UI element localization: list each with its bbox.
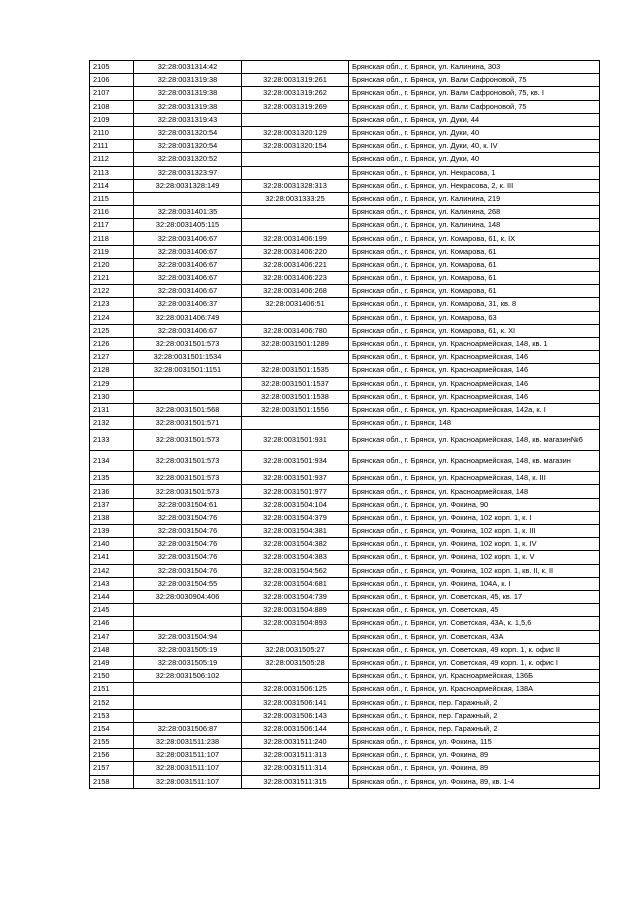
table-row	[90, 564, 600, 577]
object-cadastral-number-cell: 32:28:0031406:223	[242, 272, 349, 285]
row-number-cell: 2140	[90, 538, 134, 551]
address-cell: Брянская обл., г. Брянск, ул. Советская, 49 корп. 1, к. офис II	[349, 643, 600, 656]
land-cadastral-number-cell: 32:28:0031406:67	[134, 245, 242, 258]
address-cell: Брянская обл., г. Брянск, ул. Комарова, 61, к. XI	[349, 324, 600, 337]
land-cadastral-number-cell: 32:28:0031314:42	[134, 61, 242, 74]
address-cell: Брянская обл., г. Брянск, ул. Красноармейская, 146	[349, 351, 600, 364]
object-cadastral-number-cell: 32:28:0031504:104	[242, 498, 349, 511]
address-cell: Брянская обл., г. Брянск, ул. Калинина, 303	[349, 61, 600, 74]
address-cell: Брянская обл., г. Брянск, ул. Комарова, 61	[349, 285, 600, 298]
object-cadastral-number-cell: 32:28:0031501:1556	[242, 403, 349, 416]
land-cadastral-number-cell: 32:28:0031323:97	[134, 166, 242, 179]
object-cadastral-number-cell: 32:28:0031501:931	[242, 430, 349, 451]
address-cell: Брянская обл., г. Брянск, ул. Дуки, 40	[349, 153, 600, 166]
table-row	[90, 617, 600, 630]
object-cadastral-number-cell: 32:28:0031319:262	[242, 87, 349, 100]
object-cadastral-number-cell: 32:28:0031504:739	[242, 590, 349, 603]
row-number-cell: 2133	[90, 430, 134, 451]
object-cadastral-number-cell: 32:28:0031320:129	[242, 126, 349, 139]
land-cadastral-number-cell: 32:28:0031328:149	[134, 179, 242, 192]
row-number-cell: 2128	[90, 364, 134, 377]
table-row	[90, 245, 600, 258]
address-cell: Брянская обл., г. Брянск, ул. Красноармейская, 138А	[349, 683, 600, 696]
row-number-cell: 2136	[90, 485, 134, 498]
land-cadastral-number-cell: 32:28:0031501:573	[134, 485, 242, 498]
land-cadastral-number-cell: 32:28:0031504:76	[134, 564, 242, 577]
row-number-cell: 2110	[90, 126, 134, 139]
table-row	[90, 377, 600, 390]
address-cell: Брянская обл., г. Брянск, ул. Вали Сафроновой, 75, кв. I	[349, 87, 600, 100]
table-row	[90, 311, 600, 324]
table-row	[90, 206, 600, 219]
address-cell: Брянская обл., г. Брянск, пер. Гаражный, 2	[349, 696, 600, 709]
table-row	[90, 364, 600, 377]
land-cadastral-number-cell: 32:28:0031405:115	[134, 219, 242, 232]
table-row	[90, 762, 600, 775]
table-row	[90, 498, 600, 511]
object-cadastral-number-cell: 32:28:0031504:889	[242, 604, 349, 617]
object-cadastral-number-cell: 32:28:0031504:562	[242, 564, 349, 577]
row-number-cell: 2145	[90, 604, 134, 617]
object-cadastral-number-cell: 32:28:0031511:313	[242, 749, 349, 762]
table-row	[90, 696, 600, 709]
table-row	[90, 709, 600, 722]
table-row	[90, 100, 600, 113]
address-cell: Брянская обл., г. Брянск, ул. Фокина, 89	[349, 762, 600, 775]
row-number-cell: 2151	[90, 683, 134, 696]
land-cadastral-number-cell: 32:28:0031501:573	[134, 451, 242, 472]
address-cell: Брянская обл., г. Брянск, ул. Красноармейская, 146	[349, 377, 600, 390]
address-cell: Брянская обл., г. Брянск, ул. Фокина, 102 корп. 1, к. V	[349, 551, 600, 564]
object-cadastral-number-cell: 32:28:0031501:1535	[242, 364, 349, 377]
land-cadastral-number-cell: 32:28:0031501:573	[134, 430, 242, 451]
row-number-cell: 2127	[90, 351, 134, 364]
object-cadastral-number-cell	[242, 311, 349, 324]
table-row	[90, 87, 600, 100]
table-row	[90, 126, 600, 139]
object-cadastral-number-cell: 32:28:0031406:268	[242, 285, 349, 298]
land-cadastral-number-cell: 32:28:0030904:406	[134, 590, 242, 603]
object-cadastral-number-cell	[242, 166, 349, 179]
land-cadastral-number-cell: 32:28:0031504:55	[134, 577, 242, 590]
object-cadastral-number-cell: 32:28:0031506:141	[242, 696, 349, 709]
address-cell: Брянская обл., г. Брянск, пер. Гаражный, 2	[349, 709, 600, 722]
row-number-cell: 2117	[90, 219, 134, 232]
object-cadastral-number-cell: 32:28:0031505:28	[242, 656, 349, 669]
land-cadastral-number-cell: 32:28:0031511:107	[134, 749, 242, 762]
table-row	[90, 683, 600, 696]
object-cadastral-number-cell	[242, 113, 349, 126]
object-cadastral-number-cell: 32:28:0031406:220	[242, 245, 349, 258]
land-cadastral-number-cell: 32:28:0031406:67	[134, 324, 242, 337]
object-cadastral-number-cell: 32:28:0031319:261	[242, 74, 349, 87]
address-cell: Брянская обл., г. Брянск, ул. Красноармейская, 136Б	[349, 670, 600, 683]
table-row	[90, 390, 600, 403]
table-row	[90, 285, 600, 298]
object-cadastral-number-cell	[242, 351, 349, 364]
address-cell: Брянская обл., г. Брянск, ул. Красноармейская, 148, кв. магазин№6	[349, 430, 600, 451]
row-number-cell: 2155	[90, 736, 134, 749]
address-cell: Брянская обл., г. Брянск, ул. Фокина, 89	[349, 749, 600, 762]
object-cadastral-number-cell: 32:28:0031504:379	[242, 511, 349, 524]
table-row	[90, 485, 600, 498]
land-cadastral-number-cell: 32:28:0031319:38	[134, 74, 242, 87]
row-number-cell: 2134	[90, 451, 134, 472]
land-cadastral-number-cell	[134, 377, 242, 390]
row-number-cell: 2115	[90, 192, 134, 205]
object-cadastral-number-cell: 32:28:0031501:937	[242, 472, 349, 485]
row-number-cell: 2150	[90, 670, 134, 683]
object-cadastral-number-cell	[242, 670, 349, 683]
table-row	[90, 417, 600, 430]
object-cadastral-number-cell: 32:28:0031506:144	[242, 722, 349, 735]
table-row	[90, 324, 600, 337]
table-row	[90, 232, 600, 245]
address-cell: Брянская обл., г. Брянск, 148	[349, 417, 600, 430]
table-row	[90, 604, 600, 617]
table-row	[90, 722, 600, 735]
land-cadastral-number-cell: 32:28:0031501:573	[134, 337, 242, 350]
object-cadastral-number-cell	[242, 153, 349, 166]
address-cell: Брянская обл., г. Брянск, ул. Комарова, 61, к. IX	[349, 232, 600, 245]
table-row	[90, 643, 600, 656]
registry-table-body	[90, 61, 600, 789]
object-cadastral-number-cell: 32:28:0031406:51	[242, 298, 349, 311]
address-cell: Брянская обл., г. Брянск, ул. Некрасова, 1	[349, 166, 600, 179]
object-cadastral-number-cell: 32:28:0031501:934	[242, 451, 349, 472]
land-cadastral-number-cell: 32:28:0031501:568	[134, 403, 242, 416]
land-cadastral-number-cell: 32:28:0031504:76	[134, 525, 242, 538]
table-row	[90, 511, 600, 524]
land-cadastral-number-cell: 32:28:0031501:571	[134, 417, 242, 430]
row-number-cell: 2106	[90, 74, 134, 87]
table-row	[90, 538, 600, 551]
row-number-cell: 2148	[90, 643, 134, 656]
registry-table	[89, 60, 600, 789]
row-number-cell: 2129	[90, 377, 134, 390]
land-cadastral-number-cell	[134, 390, 242, 403]
land-cadastral-number-cell: 32:28:0031504:76	[134, 538, 242, 551]
row-number-cell: 2109	[90, 113, 134, 126]
land-cadastral-number-cell: 32:28:0031401:35	[134, 206, 242, 219]
object-cadastral-number-cell: 32:28:0031511:240	[242, 736, 349, 749]
object-cadastral-number-cell: 32:28:0031504:382	[242, 538, 349, 551]
land-cadastral-number-cell: 32:28:0031501:1151	[134, 364, 242, 377]
address-cell: Брянская обл., г. Брянск, ул. Калинина, 219	[349, 192, 600, 205]
table-row	[90, 577, 600, 590]
row-number-cell: 2121	[90, 272, 134, 285]
address-cell: Брянская обл., г. Брянск, ул. Фокина, 89, кв. 1-4	[349, 775, 600, 788]
address-cell: Брянская обл., г. Брянск, ул. Фокина, 102 корп. 1, к. I	[349, 511, 600, 524]
object-cadastral-number-cell: 32:28:0031505:27	[242, 643, 349, 656]
row-number-cell: 2130	[90, 390, 134, 403]
address-cell: Брянская обл., г. Брянск, пер. Гаражный, 2	[349, 722, 600, 735]
object-cadastral-number-cell	[242, 61, 349, 74]
object-cadastral-number-cell: 32:28:0031504:381	[242, 525, 349, 538]
row-number-cell: 2118	[90, 232, 134, 245]
land-cadastral-number-cell	[134, 617, 242, 630]
address-cell: Брянская обл., г. Брянск, ул. Красноармейская, 148, к. III	[349, 472, 600, 485]
table-row	[90, 351, 600, 364]
table-row	[90, 74, 600, 87]
address-cell: Брянская обл., г. Брянск, ул. Вали Сафроновой, 75	[349, 74, 600, 87]
object-cadastral-number-cell	[242, 219, 349, 232]
land-cadastral-number-cell: 32:28:0031406:67	[134, 272, 242, 285]
row-number-cell: 2131	[90, 403, 134, 416]
object-cadastral-number-cell: 32:28:0031511:314	[242, 762, 349, 775]
land-cadastral-number-cell: 32:28:0031320:54	[134, 126, 242, 139]
land-cadastral-number-cell: 32:28:0031511:107	[134, 775, 242, 788]
row-number-cell: 2113	[90, 166, 134, 179]
land-cadastral-number-cell	[134, 683, 242, 696]
table-row	[90, 298, 600, 311]
address-cell: Брянская обл., г. Брянск, ул. Калинина, 148	[349, 219, 600, 232]
table-row	[90, 630, 600, 643]
address-cell: Брянская обл., г. Брянск, ул. Советская, 43А, к. 1,5,6	[349, 617, 600, 630]
land-cadastral-number-cell: 32:28:0031504:76	[134, 551, 242, 564]
table-row	[90, 430, 600, 451]
object-cadastral-number-cell	[242, 417, 349, 430]
address-cell: Брянская обл., г. Брянск, ул. Фокина, 90	[349, 498, 600, 511]
row-number-cell: 2143	[90, 577, 134, 590]
row-number-cell: 2138	[90, 511, 134, 524]
table-row	[90, 192, 600, 205]
row-number-cell: 2122	[90, 285, 134, 298]
object-cadastral-number-cell: 32:28:0031504:383	[242, 551, 349, 564]
address-cell: Брянская обл., г. Брянск, ул. Комарова, 61	[349, 258, 600, 271]
land-cadastral-number-cell: 32:28:0031501:573	[134, 472, 242, 485]
row-number-cell: 2119	[90, 245, 134, 258]
row-number-cell: 2153	[90, 709, 134, 722]
table-row	[90, 258, 600, 271]
land-cadastral-number-cell	[134, 696, 242, 709]
land-cadastral-number-cell	[134, 192, 242, 205]
row-number-cell: 2108	[90, 100, 134, 113]
object-cadastral-number-cell: 32:28:0031511:315	[242, 775, 349, 788]
table-row	[90, 670, 600, 683]
table-row	[90, 403, 600, 416]
row-number-cell: 2132	[90, 417, 134, 430]
table-row	[90, 61, 600, 74]
row-number-cell: 2156	[90, 749, 134, 762]
object-cadastral-number-cell: 32:28:0031506:125	[242, 683, 349, 696]
address-cell: Брянская обл., г. Брянск, ул. Красноармейская, 148, кв. 1	[349, 337, 600, 350]
row-number-cell: 2105	[90, 61, 134, 74]
row-number-cell: 2112	[90, 153, 134, 166]
table-row	[90, 166, 600, 179]
table-row	[90, 153, 600, 166]
table-row	[90, 113, 600, 126]
land-cadastral-number-cell: 32:28:0031511:107	[134, 762, 242, 775]
address-cell: Брянская обл., г. Брянск, ул. Фокина, 102 корп. 1, к. III	[349, 525, 600, 538]
object-cadastral-number-cell: 32:28:0031504:893	[242, 617, 349, 630]
object-cadastral-number-cell: 32:28:0031319:269	[242, 100, 349, 113]
object-cadastral-number-cell: 32:28:0031333:25	[242, 192, 349, 205]
address-cell: Брянская обл., г. Брянск, ул. Вали Сафроновой, 75	[349, 100, 600, 113]
address-cell: Брянская обл., г. Брянск, ул. Красноармейская, 146	[349, 364, 600, 377]
land-cadastral-number-cell: 32:28:0031406:67	[134, 232, 242, 245]
row-number-cell: 2126	[90, 337, 134, 350]
table-row	[90, 219, 600, 232]
object-cadastral-number-cell: 32:28:0031406:199	[242, 232, 349, 245]
land-cadastral-number-cell: 32:28:0031406:67	[134, 285, 242, 298]
land-cadastral-number-cell: 32:28:0031406:67	[134, 258, 242, 271]
table-row	[90, 775, 600, 788]
address-cell: Брянская обл., г. Брянск, ул. Красноармейская, 142а, к. I	[349, 403, 600, 416]
land-cadastral-number-cell	[134, 604, 242, 617]
table-row	[90, 656, 600, 669]
address-cell: Брянская обл., г. Брянск, ул. Красноармейская, 148	[349, 485, 600, 498]
object-cadastral-number-cell: 32:28:0031506:143	[242, 709, 349, 722]
object-cadastral-number-cell	[242, 630, 349, 643]
table-row	[90, 451, 600, 472]
row-number-cell: 2125	[90, 324, 134, 337]
address-cell: Брянская обл., г. Брянск, ул. Фокина, 115	[349, 736, 600, 749]
address-cell: Брянская обл., г. Брянск, ул. Комарова, 61	[349, 245, 600, 258]
land-cadastral-number-cell: 32:28:0031504:61	[134, 498, 242, 511]
row-number-cell: 2123	[90, 298, 134, 311]
object-cadastral-number-cell: 32:28:0031504:681	[242, 577, 349, 590]
land-cadastral-number-cell: 32:28:0031506:102	[134, 670, 242, 683]
row-number-cell: 2111	[90, 140, 134, 153]
row-number-cell: 2114	[90, 179, 134, 192]
land-cadastral-number-cell: 32:28:0031320:52	[134, 153, 242, 166]
land-cadastral-number-cell: 32:28:0031319:38	[134, 100, 242, 113]
row-number-cell: 2116	[90, 206, 134, 219]
land-cadastral-number-cell: 32:28:0031504:94	[134, 630, 242, 643]
land-cadastral-number-cell: 32:28:0031506:87	[134, 722, 242, 735]
table-row	[90, 179, 600, 192]
land-cadastral-number-cell: 32:28:0031320:54	[134, 140, 242, 153]
land-cadastral-number-cell: 32:28:0031319:43	[134, 113, 242, 126]
object-cadastral-number-cell	[242, 206, 349, 219]
land-cadastral-number-cell: 32:28:0031501:1534	[134, 351, 242, 364]
address-cell: Брянская обл., г. Брянск, ул. Комарова, 31, кв. 8	[349, 298, 600, 311]
address-cell: Брянская обл., г. Брянск, ул. Советская, 43А	[349, 630, 600, 643]
address-cell: Брянская обл., г. Брянск, ул. Дуки, 40, к. IV	[349, 140, 600, 153]
row-number-cell: 2158	[90, 775, 134, 788]
address-cell: Брянская обл., г. Брянск, ул. Красноармейская, 148, кв. магазин	[349, 451, 600, 472]
row-number-cell: 2139	[90, 525, 134, 538]
object-cadastral-number-cell: 32:28:0031501:977	[242, 485, 349, 498]
row-number-cell: 2137	[90, 498, 134, 511]
land-cadastral-number-cell: 32:28:0031406:749	[134, 311, 242, 324]
address-cell: Брянская обл., г. Брянск, ул. Некрасова, 2, к. III	[349, 179, 600, 192]
land-cadastral-number-cell	[134, 709, 242, 722]
address-cell: Брянская обл., г. Брянск, ул. Дуки, 44	[349, 113, 600, 126]
address-cell: Брянская обл., г. Брянск, ул. Комарова, 63	[349, 311, 600, 324]
address-cell: Брянская обл., г. Брянск, ул. Калинина, 268	[349, 206, 600, 219]
land-cadastral-number-cell: 32:28:0031504:76	[134, 511, 242, 524]
row-number-cell: 2107	[90, 87, 134, 100]
object-cadastral-number-cell: 32:28:0031406:221	[242, 258, 349, 271]
table-row	[90, 472, 600, 485]
row-number-cell: 2124	[90, 311, 134, 324]
table-row	[90, 749, 600, 762]
object-cadastral-number-cell: 32:28:0031501:1538	[242, 390, 349, 403]
object-cadastral-number-cell: 32:28:0031501:1537	[242, 377, 349, 390]
address-cell: Брянская обл., г. Брянск, ул. Фокина, 104А, к. I	[349, 577, 600, 590]
object-cadastral-number-cell: 32:28:0031328:313	[242, 179, 349, 192]
row-number-cell: 2147	[90, 630, 134, 643]
table-row	[90, 337, 600, 350]
table-row	[90, 272, 600, 285]
table-row	[90, 590, 600, 603]
row-number-cell: 2154	[90, 722, 134, 735]
row-number-cell: 2142	[90, 564, 134, 577]
row-number-cell: 2144	[90, 590, 134, 603]
land-cadastral-number-cell: 32:28:0031406:37	[134, 298, 242, 311]
land-cadastral-number-cell: 32:28:0031505:19	[134, 643, 242, 656]
table-row	[90, 551, 600, 564]
row-number-cell: 2120	[90, 258, 134, 271]
row-number-cell: 2141	[90, 551, 134, 564]
address-cell: Брянская обл., г. Брянск, ул. Советская, 45, кв. 17	[349, 590, 600, 603]
address-cell: Брянская обл., г. Брянск, ул. Советская, 45	[349, 604, 600, 617]
table-row	[90, 736, 600, 749]
object-cadastral-number-cell: 32:28:0031406:780	[242, 324, 349, 337]
address-cell: Брянская обл., г. Брянск, ул. Красноармейская, 146	[349, 390, 600, 403]
address-cell: Брянская обл., г. Брянск, ул. Советская, 49 корп. 1, к. офис I	[349, 656, 600, 669]
address-cell: Брянская обл., г. Брянск, ул. Дуки, 40	[349, 126, 600, 139]
row-number-cell: 2146	[90, 617, 134, 630]
row-number-cell: 2135	[90, 472, 134, 485]
address-cell: Брянская обл., г. Брянск, ул. Комарова, 61	[349, 272, 600, 285]
row-number-cell: 2157	[90, 762, 134, 775]
object-cadastral-number-cell: 32:28:0031320:154	[242, 140, 349, 153]
row-number-cell: 2152	[90, 696, 134, 709]
address-cell: Брянская обл., г. Брянск, ул. Фокина, 102 корп. 1, к. IV	[349, 538, 600, 551]
land-cadastral-number-cell: 32:28:0031319:38	[134, 87, 242, 100]
object-cadastral-number-cell: 32:28:0031501:1289	[242, 337, 349, 350]
address-cell: Брянская обл., г. Брянск, ул. Фокина, 102 корп. 1, кв. II, к. II	[349, 564, 600, 577]
table-row	[90, 525, 600, 538]
table-row	[90, 140, 600, 153]
land-cadastral-number-cell: 32:28:0031505:19	[134, 656, 242, 669]
row-number-cell: 2149	[90, 656, 134, 669]
land-cadastral-number-cell: 32:28:0031511:238	[134, 736, 242, 749]
